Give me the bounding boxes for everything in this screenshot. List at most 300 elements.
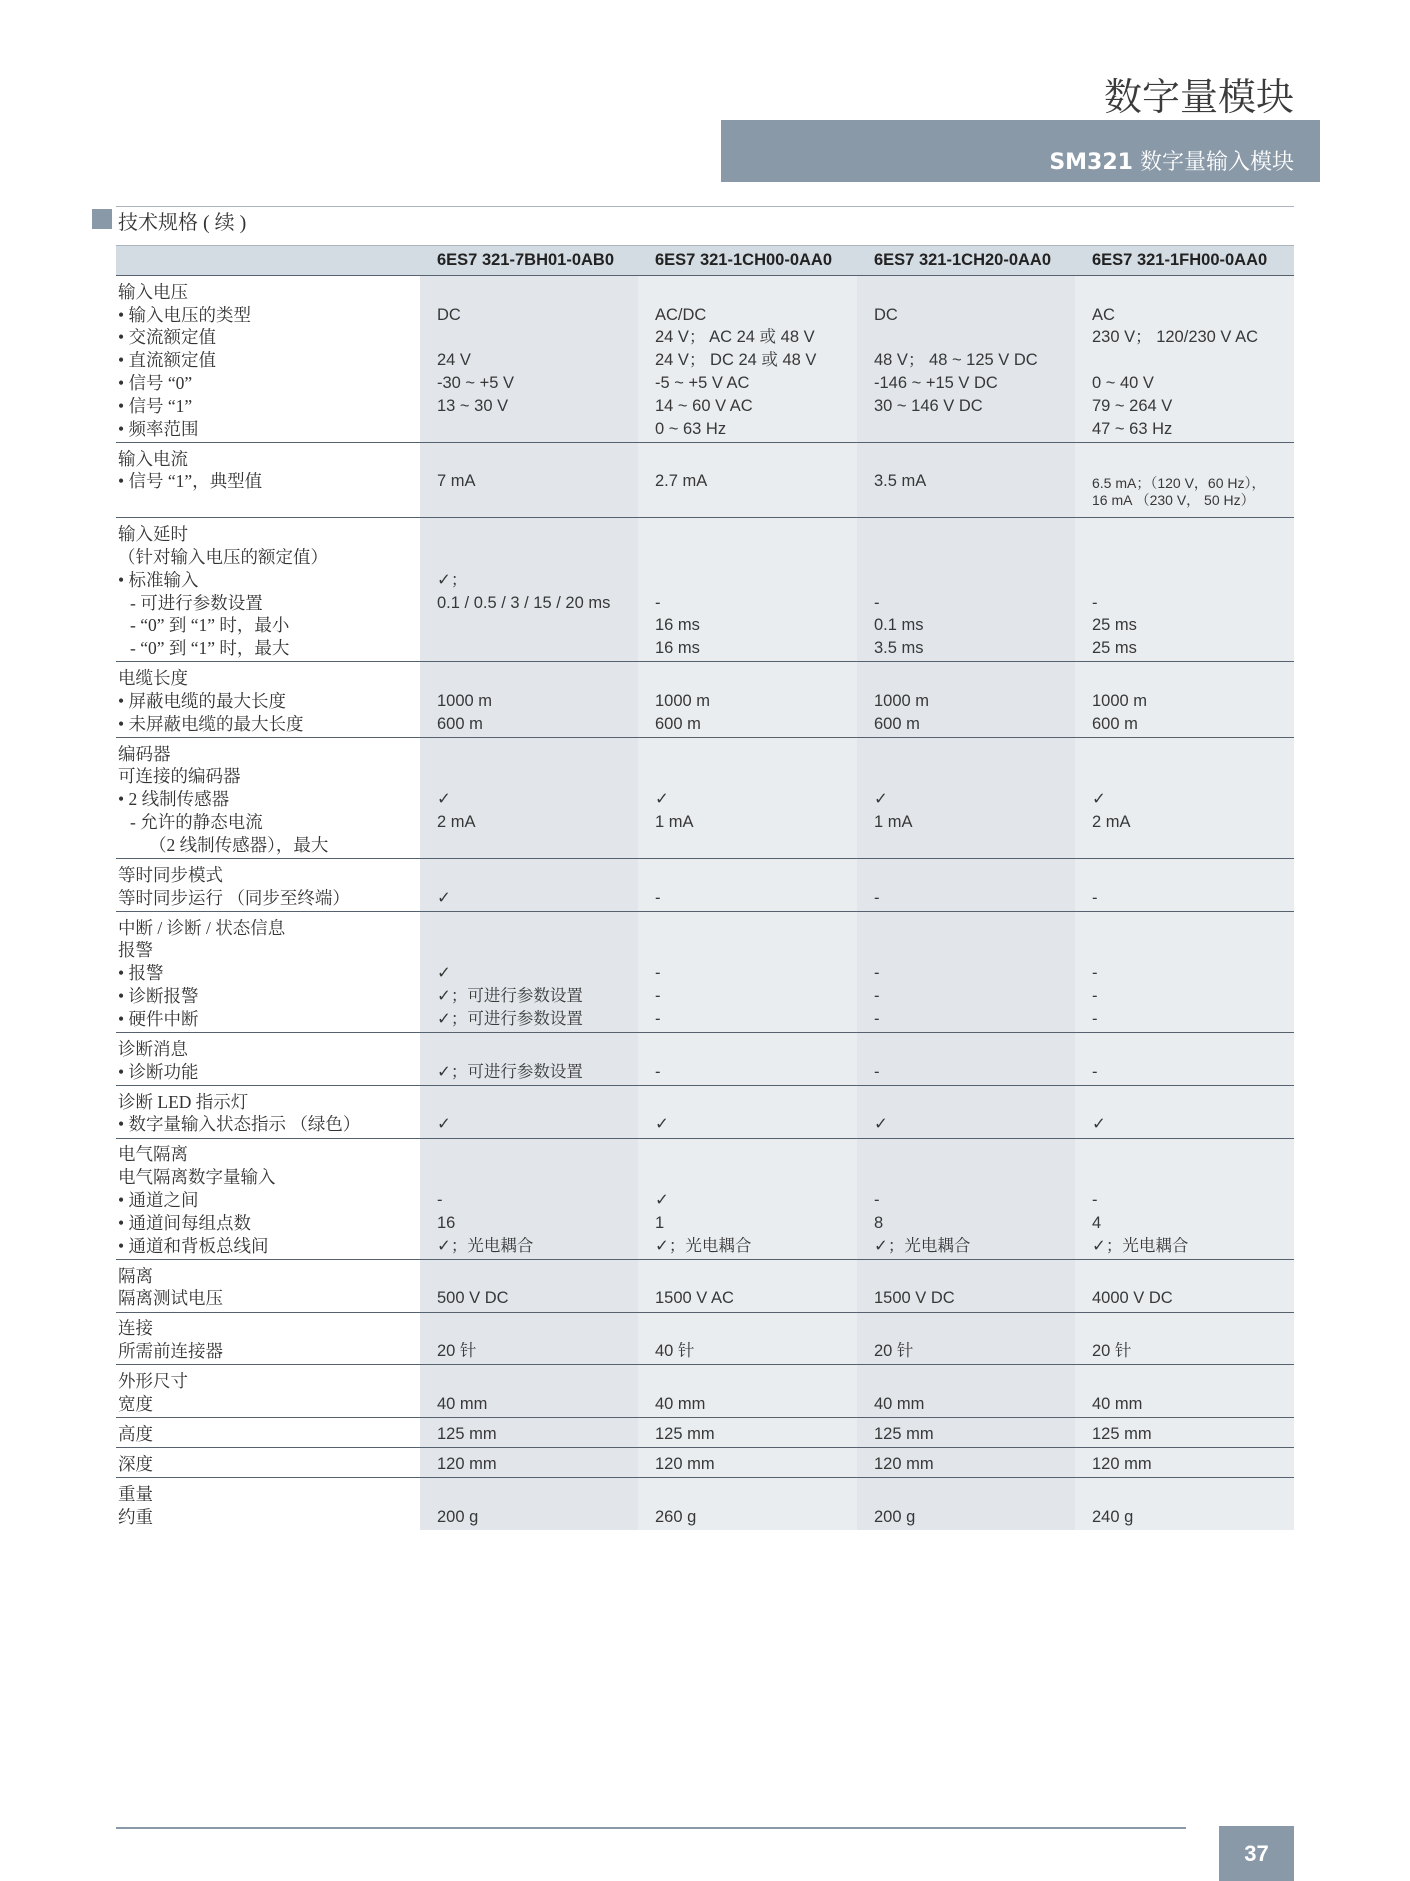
value-line: 0 ~ 40 V xyxy=(1092,373,1154,392)
value-line xyxy=(437,1143,638,1166)
value-cell xyxy=(1075,1478,1294,1530)
value-line xyxy=(874,546,1075,569)
value-cell xyxy=(857,1313,1075,1365)
value-cell xyxy=(420,662,638,737)
row-label-cell xyxy=(116,912,420,1032)
value-line xyxy=(1092,1370,1294,1393)
value-line: 1000 m xyxy=(1092,691,1148,710)
value-cell xyxy=(857,859,1075,911)
value-line xyxy=(874,917,1075,940)
value-line xyxy=(1092,1317,1294,1340)
value-line: 3.5 mA xyxy=(874,472,927,491)
value-line: 0 ~ 63 Hz xyxy=(655,419,727,438)
value-cell xyxy=(857,1139,1075,1259)
row-label: • 频率范围 xyxy=(118,418,199,439)
value-line: ✓ xyxy=(874,1115,888,1134)
value-line: -5 ~ +5 V AC xyxy=(655,373,750,392)
value-line: ✓；可进行参数设置 xyxy=(437,1062,583,1081)
value-line: - xyxy=(1092,593,1098,612)
value-line xyxy=(874,667,1075,690)
value-line: - xyxy=(1092,888,1098,907)
value-line: - xyxy=(655,1009,661,1028)
value-line xyxy=(437,1370,638,1393)
page-number-box xyxy=(1219,1826,1294,1881)
row-group-title: 电缆长度 xyxy=(118,668,188,689)
value-cell xyxy=(1075,1365,1294,1417)
value-cell xyxy=(420,859,638,911)
value-cell xyxy=(857,662,1075,737)
value-cell xyxy=(638,912,857,1032)
value-cell xyxy=(1075,276,1294,442)
value-cell xyxy=(857,518,1075,661)
value-line: - xyxy=(1092,1062,1098,1081)
value-line xyxy=(1092,448,1294,471)
value-line xyxy=(1092,939,1294,962)
value-line: 500 V DC xyxy=(437,1289,509,1308)
value-cell xyxy=(638,859,857,911)
value-line xyxy=(1092,743,1294,766)
value-cell xyxy=(857,1478,1075,1530)
value-cell xyxy=(857,443,1075,518)
value-line: 24 V； AC 24 或 48 V xyxy=(655,328,815,347)
value-line xyxy=(874,448,1075,471)
value-line: 24 V xyxy=(437,351,471,370)
value-line xyxy=(437,765,638,788)
value-cell xyxy=(638,1365,857,1417)
row-group-title: 高度 xyxy=(118,1423,153,1444)
value-line: - xyxy=(874,888,880,907)
value-line xyxy=(437,281,638,304)
value-line xyxy=(655,917,857,940)
value-line: ✓ xyxy=(437,1115,451,1134)
value-cell xyxy=(638,662,857,737)
row-label: • 信号 “1” xyxy=(118,395,193,416)
value-line: 0.1 ms xyxy=(874,616,924,635)
row-label: - “0” 到 “1” 时，最大 xyxy=(130,638,290,659)
value-line xyxy=(874,1091,1075,1114)
value-line: 16 ms xyxy=(655,639,700,658)
section-marker-icon xyxy=(92,209,112,229)
value-line: 125 mm xyxy=(1092,1424,1152,1443)
value-line: 260 g xyxy=(655,1507,697,1526)
value-line: 20 针 xyxy=(1092,1342,1132,1361)
value-line xyxy=(1092,1091,1294,1114)
value-line xyxy=(655,765,857,788)
value-line: - xyxy=(1092,964,1098,983)
value-line xyxy=(874,939,1075,962)
value-cell xyxy=(420,1086,638,1138)
value-line: ✓；可进行参数设置 xyxy=(437,987,583,1006)
value-line: 230 V； 120/230 V AC xyxy=(1092,328,1259,347)
value-line: 40 mm xyxy=(437,1394,488,1413)
row-group-title: 连接 xyxy=(118,1318,153,1339)
value-cell xyxy=(1075,1418,1294,1447)
page-number: 37 xyxy=(1244,1841,1269,1866)
value-line: 14 ~ 60 V AC xyxy=(655,396,753,415)
value-cell xyxy=(638,1448,857,1477)
row-label-cell xyxy=(116,443,420,518)
row-label: • 通道之间 xyxy=(118,1189,199,1210)
row-label: • 硬件中断 xyxy=(118,1008,199,1029)
value-cell xyxy=(420,1365,638,1417)
value-line: DC xyxy=(437,305,461,324)
table-header-row xyxy=(116,245,1294,276)
value-line xyxy=(874,281,1075,304)
value-line: 40 针 xyxy=(655,1342,695,1361)
value-line xyxy=(655,1091,857,1114)
value-line: DC xyxy=(874,305,898,324)
value-cell xyxy=(1075,518,1294,661)
spec-row xyxy=(116,1086,1294,1139)
row-label-cell xyxy=(116,1033,420,1085)
row-label: • 通道和背板总线间 xyxy=(118,1235,269,1256)
value-cell xyxy=(857,1418,1075,1447)
value-line xyxy=(874,1038,1075,1061)
value-cell xyxy=(638,276,857,442)
value-line xyxy=(655,1370,857,1393)
row-group-title: 诊断消息 xyxy=(118,1038,188,1059)
row-group-title: 电气隔离 xyxy=(118,1144,188,1165)
row-label-cell xyxy=(116,738,420,858)
row-label-cell xyxy=(116,1260,420,1312)
spec-heading: 技术规格 ( 续 ) xyxy=(118,212,247,234)
value-line: ✓；可进行参数设置 xyxy=(437,1009,583,1028)
value-cell xyxy=(638,1260,857,1312)
value-line: ✓ xyxy=(655,1115,669,1134)
value-cell xyxy=(857,738,1075,858)
value-line xyxy=(1092,281,1294,304)
row-label-cell xyxy=(116,276,420,442)
value-line xyxy=(655,939,857,962)
value-line: 40 mm xyxy=(874,1394,925,1413)
value-line xyxy=(437,614,638,637)
row-group-title: 输入电流 xyxy=(118,448,188,469)
spec-row xyxy=(116,912,1294,1033)
row-label: • 诊断报警 xyxy=(118,986,199,1007)
value-line xyxy=(1092,864,1294,887)
row-group-title: 输入延时 xyxy=(118,524,188,545)
value-cell xyxy=(420,912,638,1032)
value-line xyxy=(655,1143,857,1166)
value-line: 120 mm xyxy=(437,1454,497,1473)
value-line: 120 mm xyxy=(1092,1454,1152,1473)
value-cell xyxy=(420,1260,638,1312)
spec-row xyxy=(116,1418,1294,1448)
value-line: 1 mA xyxy=(874,813,913,832)
value-cell xyxy=(638,1418,857,1447)
value-line: ✓ xyxy=(437,964,451,983)
row-label: • 诊断功能 xyxy=(118,1061,199,1082)
row-label: 电气隔离数字量输入 xyxy=(118,1167,276,1188)
value-line xyxy=(437,743,638,766)
footer-rule xyxy=(116,1827,1186,1829)
value-line: 25 ms xyxy=(1092,616,1137,635)
value-line: 16 xyxy=(437,1213,456,1232)
value-line: 30 ~ 146 V DC xyxy=(874,396,983,415)
row-label: 可连接的编码器 xyxy=(118,766,241,787)
value-line: 16 ms xyxy=(655,616,700,635)
value-line: 47 ~ 63 Hz xyxy=(1092,419,1173,438)
value-cell xyxy=(857,276,1075,442)
spec-row xyxy=(116,518,1294,662)
value-line: 13 ~ 30 V xyxy=(437,396,509,415)
value-line: 1000 m xyxy=(437,691,493,710)
value-line xyxy=(1092,1038,1294,1061)
row-label-cell xyxy=(116,1418,420,1447)
value-line xyxy=(437,1091,638,1114)
value-line xyxy=(437,637,638,660)
row-label: • 报警 xyxy=(118,963,164,984)
value-cell xyxy=(420,1139,638,1259)
row-label: （2 线制传感器），最大 xyxy=(149,834,329,855)
spec-row xyxy=(116,859,1294,912)
value-line: 24 V； DC 24 或 48 V xyxy=(655,351,817,370)
value-line: 6.5 mA；（120 V，60 Hz）， 16 mA （230 V， 50 Hz） xyxy=(1092,475,1266,509)
value-cell xyxy=(420,1033,638,1085)
value-cell xyxy=(638,1313,857,1365)
value-line xyxy=(655,1166,857,1189)
value-cell xyxy=(857,1086,1075,1138)
value-line xyxy=(437,939,638,962)
value-line: AC/DC xyxy=(655,305,707,324)
value-line xyxy=(655,448,857,471)
value-line xyxy=(655,281,857,304)
value-cell xyxy=(1075,1139,1294,1259)
value-line xyxy=(1092,546,1294,569)
value-line: 4000 V DC xyxy=(1092,1289,1173,1308)
column-header: 6ES7 321-7BH01-0AB0 xyxy=(437,251,615,269)
value-cell xyxy=(1075,738,1294,858)
value-cell xyxy=(420,276,638,442)
row-label: • 数字量输入状态指示 （绿色） xyxy=(118,1114,361,1135)
value-line: ✓；光电耦合 xyxy=(874,1236,971,1255)
value-cell xyxy=(1075,1086,1294,1138)
value-cell xyxy=(638,1478,857,1530)
value-line: 20 针 xyxy=(874,1342,914,1361)
value-cell xyxy=(420,1478,638,1530)
value-line xyxy=(437,493,638,516)
value-cell xyxy=(420,738,638,858)
value-line: AC xyxy=(1092,305,1115,324)
spec-row xyxy=(116,1365,1294,1418)
spec-row xyxy=(116,1139,1294,1260)
row-group-title: 重量 xyxy=(118,1483,153,1504)
row-label-cell xyxy=(116,1313,420,1365)
value-line xyxy=(655,1038,857,1061)
spec-table xyxy=(116,245,1294,1530)
value-line xyxy=(1092,765,1294,788)
value-cell xyxy=(1075,1260,1294,1312)
value-line: 200 g xyxy=(874,1507,916,1526)
value-line: 1500 V DC xyxy=(874,1289,955,1308)
value-line xyxy=(437,448,638,471)
value-line: 120 mm xyxy=(874,1454,934,1473)
value-cell xyxy=(857,1365,1075,1417)
row-group-title: 外形尺寸 xyxy=(118,1371,188,1392)
banner-subtitle: 数字量输入模块 xyxy=(1139,150,1294,175)
spec-row xyxy=(116,1478,1294,1530)
value-line xyxy=(437,523,638,546)
value-line: 1 xyxy=(655,1213,665,1232)
value-line: ✓ xyxy=(437,888,451,907)
value-line xyxy=(874,493,1075,516)
value-cell xyxy=(1075,443,1294,518)
value-line: - xyxy=(655,1062,661,1081)
row-label: 等时同步运行 （同步至终端） xyxy=(118,887,350,908)
value-line: 600 m xyxy=(874,714,920,733)
value-line: 4 xyxy=(1092,1213,1102,1232)
row-label: • 2 线制传感器 xyxy=(118,789,230,810)
value-line xyxy=(1092,523,1294,546)
value-line xyxy=(874,834,1075,857)
value-line: 7 mA xyxy=(437,472,476,491)
value-line: 1000 m xyxy=(655,691,711,710)
value-line xyxy=(437,917,638,940)
row-label: • 标准输入 xyxy=(118,569,199,590)
value-line: -146 ~ +15 V DC xyxy=(874,373,998,392)
value-line: 40 mm xyxy=(1092,1394,1143,1413)
value-cell xyxy=(638,518,857,661)
value-line: 600 m xyxy=(1092,714,1138,733)
value-line: ✓；光电耦合 xyxy=(1092,1236,1189,1255)
value-line: ✓ xyxy=(1092,790,1106,809)
value-cell xyxy=(1075,662,1294,737)
value-cell xyxy=(1075,1313,1294,1365)
banner-text xyxy=(1049,149,1294,177)
row-group-title: 中断 / 诊断 / 状态信息 xyxy=(118,917,286,938)
value-line xyxy=(874,418,1075,441)
value-line xyxy=(655,569,857,592)
value-cell xyxy=(638,738,857,858)
value-line: ✓ xyxy=(437,790,451,809)
value-line xyxy=(655,864,857,887)
value-line: 600 m xyxy=(437,714,483,733)
row-group-title: 深度 xyxy=(118,1453,153,1474)
value-line: 2 mA xyxy=(437,813,476,832)
value-line: - xyxy=(874,593,880,612)
value-cell xyxy=(638,1139,857,1259)
value-line xyxy=(655,667,857,690)
value-line: 125 mm xyxy=(437,1424,497,1443)
spec-row xyxy=(116,662,1294,738)
value-line xyxy=(437,864,638,887)
value-line xyxy=(1092,917,1294,940)
value-cell xyxy=(1075,912,1294,1032)
row-label-cell xyxy=(116,1448,420,1477)
value-cell xyxy=(1075,859,1294,911)
value-line xyxy=(1092,1265,1294,1288)
value-line xyxy=(655,546,857,569)
value-line xyxy=(655,1483,857,1506)
row-label: • 信号 “0” xyxy=(118,372,193,393)
row-label: （针对输入电压的额定值） xyxy=(118,546,328,567)
value-line xyxy=(874,765,1075,788)
value-line xyxy=(874,523,1075,546)
row-group-title: 编码器 xyxy=(118,743,171,764)
value-cell xyxy=(857,912,1075,1032)
value-cell xyxy=(420,443,638,518)
value-line: 2 mA xyxy=(1092,813,1131,832)
value-line xyxy=(437,326,638,349)
row-label: 隔离测试电压 xyxy=(118,1288,223,1309)
value-line: 1500 V AC xyxy=(655,1289,734,1308)
value-cell xyxy=(420,1448,638,1477)
value-cell xyxy=(1075,1448,1294,1477)
value-line xyxy=(1092,349,1294,372)
value-line: - xyxy=(874,964,880,983)
value-line xyxy=(1092,667,1294,690)
value-line: - xyxy=(655,888,661,907)
row-group-title: 等时同步模式 xyxy=(118,864,223,885)
spec-row xyxy=(116,276,1294,443)
column-header: 6ES7 321-1CH20-0AA0 xyxy=(874,251,1052,269)
value-line: 240 g xyxy=(1092,1507,1134,1526)
value-line xyxy=(1092,1166,1294,1189)
row-label: • 直流额定值 xyxy=(118,350,217,371)
value-line xyxy=(437,1038,638,1061)
value-line: 2.7 mA xyxy=(655,472,708,491)
value-line xyxy=(1092,1483,1294,1506)
value-line: - xyxy=(1092,1190,1098,1209)
value-line xyxy=(437,667,638,690)
value-line xyxy=(874,1370,1075,1393)
row-label xyxy=(118,493,420,516)
row-label: • 交流额定值 xyxy=(118,327,217,348)
value-line: ✓ xyxy=(1092,1115,1106,1134)
value-line: - xyxy=(1092,1009,1098,1028)
row-label-cell xyxy=(116,1365,420,1417)
value-line xyxy=(874,326,1075,349)
value-line: 48 V； 48 ~ 125 V DC xyxy=(874,351,1038,370)
page-title: 数字量模块 xyxy=(1103,75,1294,119)
row-group-title: 隔离 xyxy=(118,1265,153,1286)
value-line xyxy=(1092,834,1294,857)
value-line: 125 mm xyxy=(874,1424,934,1443)
table-body xyxy=(116,276,1294,1530)
value-line xyxy=(655,523,857,546)
spec-row xyxy=(116,1313,1294,1366)
value-line xyxy=(874,569,1075,592)
value-line: - xyxy=(874,1190,880,1209)
spec-row xyxy=(116,1260,1294,1313)
title-rule xyxy=(116,206,1294,207)
value-line xyxy=(437,418,638,441)
value-line: 1000 m xyxy=(874,691,930,710)
value-line: 20 针 xyxy=(437,1342,477,1361)
row-label: 约重 xyxy=(118,1506,153,1527)
value-line: 3.5 ms xyxy=(874,639,924,658)
value-line: 600 m xyxy=(655,714,701,733)
value-line: ✓ xyxy=(655,790,669,809)
value-line xyxy=(874,743,1075,766)
value-line: ✓ xyxy=(874,790,888,809)
column-header: 6ES7 321-1CH00-0AA0 xyxy=(655,251,833,269)
value-line xyxy=(437,1166,638,1189)
row-label: • 屏蔽电缆的最大长度 xyxy=(118,690,287,711)
row-group-title: 输入电压 xyxy=(118,281,188,302)
spec-row xyxy=(116,1448,1294,1478)
row-group-title: 诊断 LED 指示灯 xyxy=(118,1091,249,1112)
header-label-cell xyxy=(116,246,420,275)
banner xyxy=(721,120,1320,182)
value-line: ✓；光电耦合 xyxy=(655,1236,752,1255)
value-line: 1 mA xyxy=(655,813,694,832)
row-label: • 未屏蔽电缆的最大长度 xyxy=(118,713,304,734)
value-line xyxy=(1092,1143,1294,1166)
value-cell xyxy=(857,1033,1075,1085)
row-label-cell xyxy=(116,1478,420,1530)
row-label-cell xyxy=(116,662,420,737)
